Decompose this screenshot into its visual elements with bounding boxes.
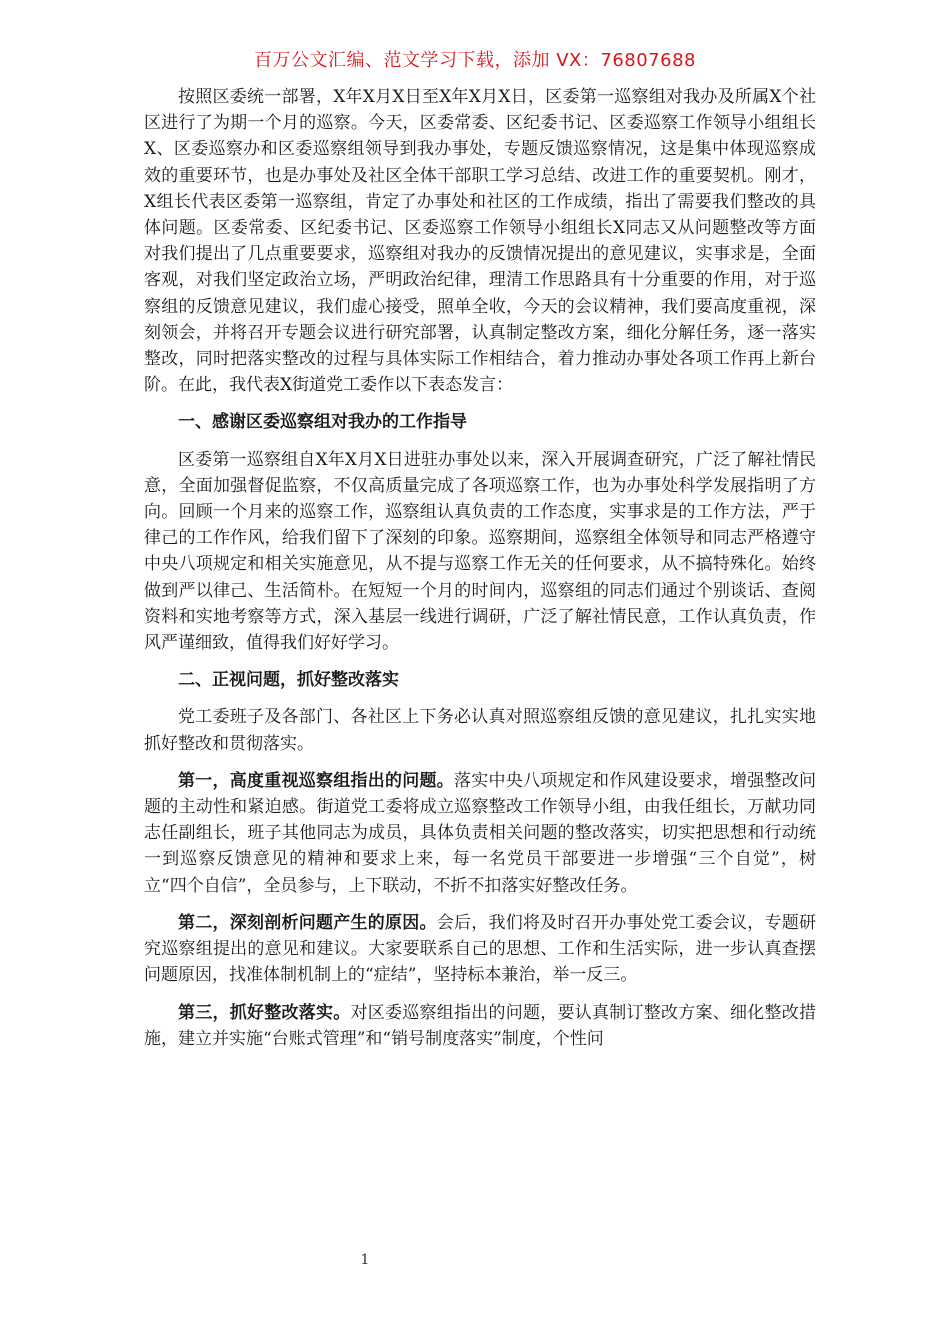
point-3-lead: 第三，抓好整改落实。 xyxy=(178,1002,351,1023)
point-1-lead: 第一，高度重视巡察组指出的问题。 xyxy=(178,770,454,791)
point-2-paragraph xyxy=(144,910,816,989)
section-2-intro-paragraph: 党工委班子及各部门、各社区上下务必认真对照巡察组反馈的意见建议，扎扎实实地抓好整改和贯彻落实。 xyxy=(144,707,816,754)
point-2-lead: 第二，深刻剖析问题产生的原因。 xyxy=(178,912,437,933)
page-number: 1 xyxy=(360,1252,370,1268)
point-1-paragraph xyxy=(144,768,816,899)
intro-paragraph: 按照区委统一部署，X年X月X日至X年X月X日，区委第一巡察组对我办及所属X个社区进行了为期一个月的巡察。今天，区委常委、区纪委书记、区委巡察工作领导小组组长X、区委巡察办和区委巡察组领导到我办事处，专题反馈巡察情况，这是集中体现巡察成效的重要环节，也是办事处及社区全体干部职工学习总结、改进工作的重要契机。刚才，X组长代表区委第一巡察组，肯定了办事处和社区的工作成绩，指出了需要我们整改的具体问题。区委常委、区纪委书记、区委巡察工作领导小组组长X同志又从问题整改等方面对我们提出了几点重要要求，巡察组对我办的反馈情况提出的意见建议，实事求是，全面客观，对我们坚定政治立场，严明政治纪律，理清工作思路具有十分重要的作用，对于巡察组的反馈意见建议，我们虚心接受，照单全收，今天的会议精神，我们要高度重视，深刻领会，并将召开专题会议进行研究部署，认真制定整改方案，细化分解任务，逐一落实整改，同时把落实整改的过程与具体实际工作相结合，着力推动办事处各项工作再上新台阶。在此，我代表X街道党工委作以下表态发言： xyxy=(144,87,816,396)
point-3-paragraph xyxy=(144,1000,816,1052)
point-3-text: 对区委巡察组指出的问题，要认真制订整改方案、细化整改措施，建立并实施“台账式管理”和“销号制度落实”制度，个性问 xyxy=(144,1002,816,1049)
document-body xyxy=(144,84,816,1052)
section-1-paragraph: 区委第一巡察组自X年X月X日进驻办事处以来，深入开展调查研究，广泛了解社情民意，全面加强督促监察，不仅高质量完成了各项巡察工作，也为办事处科学发展指明了方向。回顾一个月来的巡察工作，巡察组认真负责的工作态度，实事求是的工作方法，严于律己的工作作风，给我们留下了深刻的印象。巡察期间，巡察组全体领导和同志严格遵守中央八项规定和相关实施意见，从不提与巡察工作无关的任何要求，从不搞特殊化。始终做到严以律己、生活简朴。在短短一个月的时间内，巡察组的同志们通过个别谈话、查阅资料和实地考察等方式，深入基层一线进行调研，广泛了解社情民意，工作认真负责，作风严谨细致，值得我们好好学习。 xyxy=(144,449,816,654)
section-heading-1: 一、感谢区委巡察组对我办的工作指导 xyxy=(178,412,467,433)
section-heading-2: 二、正视问题，抓好整改落实 xyxy=(178,670,399,691)
point-1-text: 落实中央八项规定和作风建设要求，增强整改问题的主动性和紧迫感。街道党工委将成立巡察整改工作领导小组，由我任组长，万献功同志任副组长，班子其他同志为成员，具体负责相关问题的整改落实，切实把思想和行动统一到巡察反馈意见的精神和要求上来，每一名党员干部要进一步增强“三个自觉”，树立“四个自信”，全员参与，上下联动，不折不扣落实好整改任务。 xyxy=(144,770,816,896)
watermark-banner: 百万公文汇编、范文学习下载，添加 VX：76807688 xyxy=(254,50,696,71)
point-2-text: 会后，我们将及时召开办事处党工委会议，专题研究巡察组提出的意见和建议。大家要联系自己的思想、工作和生活实际，进一步认真查摆问题原因，找准体制机制上的“症结”，坚持标本兼治，举一反三。 xyxy=(144,912,816,986)
